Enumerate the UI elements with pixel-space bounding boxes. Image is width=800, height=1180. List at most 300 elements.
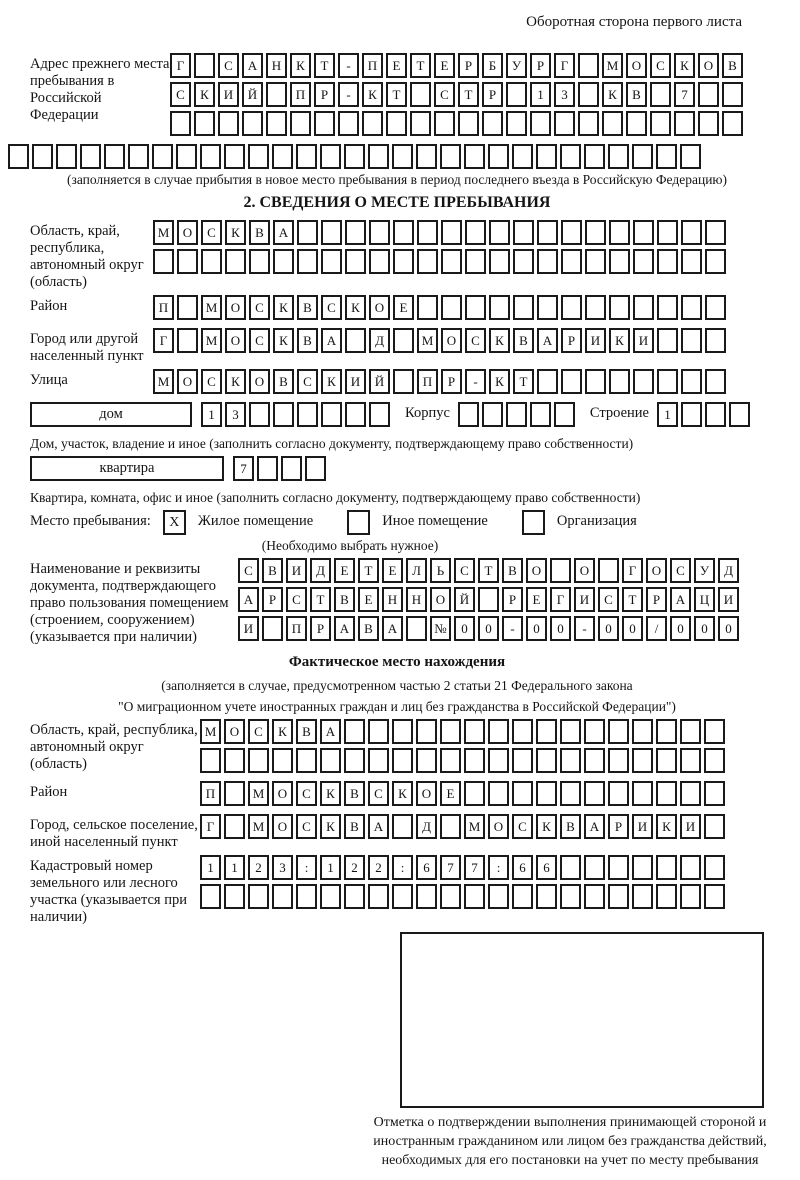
char-cell[interactable] — [632, 144, 653, 169]
char-cell[interactable]: С — [296, 781, 317, 806]
char-cell[interactable] — [633, 295, 654, 320]
char-cell[interactable]: О — [224, 719, 245, 744]
char-cell[interactable] — [417, 249, 438, 274]
char-cell[interactable] — [680, 855, 701, 880]
char-cell[interactable] — [680, 748, 701, 773]
char-cell[interactable] — [393, 249, 414, 274]
char-cell[interactable] — [201, 249, 222, 274]
char-cell[interactable] — [722, 111, 743, 136]
char-cell[interactable]: О — [698, 53, 719, 78]
checkbox-organization[interactable] — [522, 510, 545, 535]
char-cell[interactable] — [657, 295, 678, 320]
char-cell[interactable]: К — [674, 53, 695, 78]
char-cell[interactable]: 2 — [248, 855, 269, 880]
char-cell[interactable] — [386, 111, 407, 136]
char-cell[interactable] — [650, 111, 671, 136]
char-cell[interactable]: О — [441, 328, 462, 353]
char-cell[interactable] — [362, 111, 383, 136]
char-cell[interactable] — [705, 328, 726, 353]
char-cell[interactable]: В — [297, 328, 318, 353]
char-cell[interactable] — [602, 111, 623, 136]
char-cell[interactable]: А — [242, 53, 263, 78]
char-cell[interactable]: Т — [310, 587, 331, 612]
char-cell[interactable]: Н — [406, 587, 427, 612]
char-cell[interactable] — [266, 82, 287, 107]
char-cell[interactable]: А — [537, 328, 558, 353]
char-cell[interactable]: С — [201, 369, 222, 394]
char-cell[interactable] — [248, 884, 269, 909]
char-cell[interactable]: В — [296, 719, 317, 744]
char-cell[interactable] — [128, 144, 149, 169]
char-cell[interactable] — [705, 402, 726, 427]
char-cell[interactable] — [200, 884, 221, 909]
char-cell[interactable]: В — [560, 814, 581, 839]
char-cell[interactable] — [393, 369, 414, 394]
char-cell[interactable]: С — [249, 328, 270, 353]
char-cell[interactable]: : — [296, 855, 317, 880]
char-cell[interactable] — [266, 111, 287, 136]
char-cell[interactable]: О — [646, 558, 667, 583]
char-cell[interactable]: М — [602, 53, 623, 78]
char-cell[interactable] — [656, 144, 677, 169]
char-cell[interactable] — [537, 249, 558, 274]
char-cell[interactable] — [650, 82, 671, 107]
char-cell[interactable] — [440, 719, 461, 744]
char-cell[interactable] — [344, 748, 365, 773]
char-cell[interactable]: К — [602, 82, 623, 107]
char-cell[interactable] — [513, 220, 534, 245]
char-cell[interactable] — [578, 111, 599, 136]
char-cell[interactable]: С — [296, 814, 317, 839]
char-cell[interactable] — [705, 249, 726, 274]
char-cell[interactable]: В — [249, 220, 270, 245]
char-cell[interactable] — [321, 220, 342, 245]
char-cell[interactable] — [633, 369, 654, 394]
char-cell[interactable]: К — [536, 814, 557, 839]
char-cell[interactable] — [345, 249, 366, 274]
char-cell[interactable]: Н — [382, 587, 403, 612]
char-cell[interactable]: 0 — [622, 616, 643, 641]
char-cell[interactable]: Е — [393, 295, 414, 320]
char-cell[interactable] — [632, 884, 653, 909]
char-cell[interactable]: М — [248, 814, 269, 839]
char-cell[interactable] — [512, 884, 533, 909]
char-cell[interactable]: Р — [482, 82, 503, 107]
char-cell[interactable]: М — [417, 328, 438, 353]
char-cell[interactable] — [406, 616, 427, 641]
char-cell[interactable] — [369, 402, 390, 427]
char-cell[interactable]: 0 — [478, 616, 499, 641]
char-cell[interactable] — [584, 719, 605, 744]
char-cell[interactable]: Б — [482, 53, 503, 78]
char-cell[interactable]: И — [345, 369, 366, 394]
char-cell[interactable]: / — [646, 616, 667, 641]
char-cell[interactable] — [410, 82, 431, 107]
char-cell[interactable] — [657, 328, 678, 353]
char-cell[interactable] — [272, 884, 293, 909]
char-cell[interactable] — [608, 781, 629, 806]
char-cell[interactable]: П — [200, 781, 221, 806]
char-cell[interactable]: Е — [334, 558, 355, 583]
char-cell[interactable]: К — [489, 328, 510, 353]
char-cell[interactable]: В — [344, 814, 365, 839]
char-cell[interactable] — [656, 884, 677, 909]
char-cell[interactable] — [281, 456, 302, 481]
char-cell[interactable]: А — [334, 616, 355, 641]
char-cell[interactable] — [513, 295, 534, 320]
char-cell[interactable] — [290, 111, 311, 136]
char-cell[interactable]: В — [358, 616, 379, 641]
char-cell[interactable]: 7 — [233, 456, 254, 481]
char-cell[interactable] — [512, 144, 533, 169]
char-cell[interactable]: О — [488, 814, 509, 839]
char-cell[interactable]: Т — [622, 587, 643, 612]
char-cell[interactable]: Р — [262, 587, 283, 612]
char-cell[interactable] — [584, 748, 605, 773]
char-cell[interactable]: Р — [561, 328, 582, 353]
char-cell[interactable]: С — [218, 53, 239, 78]
char-cell[interactable] — [530, 402, 551, 427]
char-cell[interactable] — [368, 719, 389, 744]
char-cell[interactable] — [681, 220, 702, 245]
char-cell[interactable] — [458, 402, 479, 427]
char-cell[interactable]: М — [200, 719, 221, 744]
char-cell[interactable] — [632, 855, 653, 880]
char-cell[interactable]: Г — [200, 814, 221, 839]
char-cell[interactable]: А — [238, 587, 259, 612]
char-cell[interactable]: 3 — [225, 402, 246, 427]
char-cell[interactable]: О — [225, 328, 246, 353]
char-cell[interactable] — [584, 855, 605, 880]
char-cell[interactable] — [704, 814, 725, 839]
char-cell[interactable]: 0 — [598, 616, 619, 641]
char-cell[interactable] — [200, 748, 221, 773]
char-cell[interactable] — [416, 884, 437, 909]
char-cell[interactable] — [488, 781, 509, 806]
char-cell[interactable]: С — [454, 558, 475, 583]
char-cell[interactable]: К — [656, 814, 677, 839]
char-cell[interactable] — [578, 82, 599, 107]
char-cell[interactable]: С — [650, 53, 671, 78]
char-cell[interactable]: 7 — [674, 82, 695, 107]
char-cell[interactable] — [632, 719, 653, 744]
char-cell[interactable] — [584, 884, 605, 909]
char-cell[interactable]: И — [633, 328, 654, 353]
char-cell[interactable]: И — [718, 587, 739, 612]
char-cell[interactable] — [224, 884, 245, 909]
char-cell[interactable]: П — [417, 369, 438, 394]
char-cell[interactable] — [506, 402, 527, 427]
char-cell[interactable] — [561, 220, 582, 245]
char-cell[interactable] — [578, 53, 599, 78]
char-cell[interactable] — [464, 748, 485, 773]
char-cell[interactable] — [680, 719, 701, 744]
char-cell[interactable]: В — [262, 558, 283, 583]
char-cell[interactable]: С — [321, 295, 342, 320]
char-cell[interactable] — [489, 249, 510, 274]
char-cell[interactable]: О — [526, 558, 547, 583]
char-cell[interactable]: А — [320, 719, 341, 744]
char-cell[interactable] — [681, 295, 702, 320]
char-cell[interactable] — [344, 144, 365, 169]
char-cell[interactable]: Й — [242, 82, 263, 107]
char-cell[interactable]: С — [238, 558, 259, 583]
char-cell[interactable]: О — [574, 558, 595, 583]
char-cell[interactable]: О — [272, 814, 293, 839]
char-cell[interactable]: А — [321, 328, 342, 353]
char-cell[interactable]: О — [430, 587, 451, 612]
char-cell[interactable]: 3 — [554, 82, 575, 107]
char-cell[interactable] — [200, 144, 221, 169]
char-cell[interactable] — [218, 111, 239, 136]
char-cell[interactable]: В — [722, 53, 743, 78]
char-cell[interactable]: М — [464, 814, 485, 839]
char-cell[interactable] — [560, 855, 581, 880]
char-cell[interactable]: 7 — [464, 855, 485, 880]
char-cell[interactable] — [249, 402, 270, 427]
char-cell[interactable]: А — [584, 814, 605, 839]
char-cell[interactable] — [608, 719, 629, 744]
char-cell[interactable] — [393, 220, 414, 245]
char-cell[interactable] — [441, 220, 462, 245]
char-cell[interactable]: С — [170, 82, 191, 107]
char-cell[interactable]: О — [369, 295, 390, 320]
char-cell[interactable]: 1 — [200, 855, 221, 880]
char-cell[interactable]: 6 — [416, 855, 437, 880]
char-cell[interactable] — [465, 295, 486, 320]
char-cell[interactable]: Р — [502, 587, 523, 612]
char-cell[interactable]: Ь — [430, 558, 451, 583]
char-cell[interactable] — [536, 719, 557, 744]
char-cell[interactable]: К — [320, 814, 341, 839]
checkbox-residential[interactable]: X — [163, 510, 186, 535]
char-cell[interactable]: П — [362, 53, 383, 78]
char-cell[interactable]: Р — [310, 616, 331, 641]
char-cell[interactable] — [320, 884, 341, 909]
char-cell[interactable] — [561, 295, 582, 320]
char-cell[interactable]: Д — [310, 558, 331, 583]
char-cell[interactable] — [705, 369, 726, 394]
char-cell[interactable]: Р — [608, 814, 629, 839]
char-cell[interactable]: Т — [410, 53, 431, 78]
char-cell[interactable] — [513, 249, 534, 274]
char-cell[interactable]: С — [598, 587, 619, 612]
char-cell[interactable]: О — [416, 781, 437, 806]
char-cell[interactable]: Т — [314, 53, 335, 78]
char-cell[interactable] — [585, 295, 606, 320]
char-cell[interactable] — [392, 884, 413, 909]
char-cell[interactable] — [32, 144, 53, 169]
char-cell[interactable]: Т — [358, 558, 379, 583]
char-cell[interactable] — [704, 884, 725, 909]
char-cell[interactable] — [8, 144, 29, 169]
char-cell[interactable]: Е — [440, 781, 461, 806]
char-cell[interactable]: 0 — [718, 616, 739, 641]
char-cell[interactable] — [464, 884, 485, 909]
char-cell[interactable] — [224, 814, 245, 839]
char-cell[interactable] — [704, 855, 725, 880]
char-cell[interactable]: Д — [369, 328, 390, 353]
char-cell[interactable]: О — [177, 220, 198, 245]
char-cell[interactable]: К — [321, 369, 342, 394]
char-cell[interactable] — [633, 220, 654, 245]
char-cell[interactable]: 0 — [670, 616, 691, 641]
char-cell[interactable]: 3 — [272, 855, 293, 880]
char-cell[interactable] — [177, 295, 198, 320]
char-cell[interactable] — [656, 781, 677, 806]
char-cell[interactable] — [536, 144, 557, 169]
char-cell[interactable] — [536, 748, 557, 773]
char-cell[interactable] — [554, 402, 575, 427]
char-cell[interactable]: К — [194, 82, 215, 107]
char-cell[interactable]: П — [286, 616, 307, 641]
char-cell[interactable]: Р — [314, 82, 335, 107]
char-cell[interactable]: И — [286, 558, 307, 583]
char-cell[interactable]: 2 — [368, 855, 389, 880]
char-cell[interactable] — [584, 144, 605, 169]
char-cell[interactable]: Е — [526, 587, 547, 612]
char-cell[interactable] — [344, 884, 365, 909]
char-cell[interactable] — [704, 781, 725, 806]
char-cell[interactable] — [273, 402, 294, 427]
char-cell[interactable]: С — [434, 82, 455, 107]
char-cell[interactable] — [609, 369, 630, 394]
char-cell[interactable]: Р — [646, 587, 667, 612]
char-cell[interactable] — [561, 249, 582, 274]
char-cell[interactable]: Т — [386, 82, 407, 107]
char-cell[interactable] — [441, 295, 462, 320]
char-cell[interactable]: - — [574, 616, 595, 641]
char-cell[interactable]: В — [297, 295, 318, 320]
char-cell[interactable] — [440, 748, 461, 773]
char-cell[interactable] — [554, 111, 575, 136]
char-cell[interactable] — [561, 369, 582, 394]
char-cell[interactable]: Ц — [694, 587, 715, 612]
char-cell[interactable] — [320, 748, 341, 773]
char-cell[interactable] — [560, 781, 581, 806]
char-cell[interactable]: Т — [478, 558, 499, 583]
char-cell[interactable]: 0 — [526, 616, 547, 641]
char-cell[interactable] — [248, 144, 269, 169]
char-cell[interactable] — [248, 748, 269, 773]
char-cell[interactable] — [550, 558, 571, 583]
char-cell[interactable] — [440, 814, 461, 839]
char-cell[interactable]: - — [465, 369, 486, 394]
char-cell[interactable] — [464, 781, 485, 806]
char-cell[interactable] — [585, 249, 606, 274]
char-cell[interactable] — [680, 781, 701, 806]
char-cell[interactable] — [369, 220, 390, 245]
char-cell[interactable] — [417, 220, 438, 245]
char-cell[interactable] — [392, 719, 413, 744]
char-cell[interactable] — [344, 719, 365, 744]
char-cell[interactable] — [512, 719, 533, 744]
char-cell[interactable]: 0 — [694, 616, 715, 641]
char-cell[interactable] — [320, 144, 341, 169]
char-cell[interactable] — [537, 220, 558, 245]
char-cell[interactable] — [681, 402, 702, 427]
char-cell[interactable] — [560, 884, 581, 909]
char-cell[interactable] — [458, 111, 479, 136]
char-cell[interactable] — [488, 884, 509, 909]
char-cell[interactable] — [722, 82, 743, 107]
char-cell[interactable] — [392, 748, 413, 773]
char-cell[interactable] — [170, 111, 191, 136]
char-cell[interactable] — [632, 781, 653, 806]
char-cell[interactable] — [656, 855, 677, 880]
char-cell[interactable]: У — [506, 53, 527, 78]
char-cell[interactable]: Р — [441, 369, 462, 394]
char-cell[interactable]: М — [153, 369, 174, 394]
char-cell[interactable] — [698, 111, 719, 136]
char-cell[interactable]: С — [512, 814, 533, 839]
char-cell[interactable] — [489, 220, 510, 245]
char-cell[interactable]: К — [345, 295, 366, 320]
char-cell[interactable] — [656, 719, 677, 744]
char-cell[interactable] — [506, 82, 527, 107]
char-cell[interactable]: И — [585, 328, 606, 353]
char-cell[interactable]: Г — [550, 587, 571, 612]
char-cell[interactable] — [488, 144, 509, 169]
char-cell[interactable] — [536, 884, 557, 909]
char-cell[interactable] — [674, 111, 695, 136]
char-cell[interactable]: Й — [454, 587, 475, 612]
char-cell[interactable]: И — [218, 82, 239, 107]
char-cell[interactable] — [296, 144, 317, 169]
char-cell[interactable] — [296, 884, 317, 909]
char-cell[interactable]: Т — [458, 82, 479, 107]
char-cell[interactable] — [506, 111, 527, 136]
char-cell[interactable]: 1 — [320, 855, 341, 880]
char-cell[interactable] — [345, 328, 366, 353]
char-cell[interactable] — [440, 884, 461, 909]
char-cell[interactable]: У — [694, 558, 715, 583]
char-cell[interactable] — [257, 456, 278, 481]
char-cell[interactable] — [681, 249, 702, 274]
char-cell[interactable]: С — [286, 587, 307, 612]
char-cell[interactable]: И — [574, 587, 595, 612]
char-cell[interactable] — [680, 884, 701, 909]
char-cell[interactable] — [537, 295, 558, 320]
char-cell[interactable] — [393, 328, 414, 353]
char-cell[interactable]: А — [273, 220, 294, 245]
char-cell[interactable]: 6 — [536, 855, 557, 880]
char-cell[interactable]: П — [153, 295, 174, 320]
char-cell[interactable]: С — [297, 369, 318, 394]
char-cell[interactable] — [482, 111, 503, 136]
char-cell[interactable]: О — [177, 369, 198, 394]
char-cell[interactable]: Е — [386, 53, 407, 78]
char-cell[interactable] — [440, 144, 461, 169]
char-cell[interactable] — [297, 402, 318, 427]
char-cell[interactable]: С — [248, 719, 269, 744]
char-cell[interactable]: В — [334, 587, 355, 612]
char-cell[interactable] — [680, 144, 701, 169]
char-cell[interactable] — [608, 144, 629, 169]
char-cell[interactable] — [657, 369, 678, 394]
char-cell[interactable]: 1 — [530, 82, 551, 107]
char-cell[interactable]: К — [225, 369, 246, 394]
char-cell[interactable]: Н — [266, 53, 287, 78]
char-cell[interactable] — [489, 295, 510, 320]
char-cell[interactable]: А — [368, 814, 389, 839]
char-cell[interactable] — [104, 144, 125, 169]
char-cell[interactable]: Г — [554, 53, 575, 78]
char-cell[interactable] — [224, 781, 245, 806]
char-cell[interactable] — [681, 369, 702, 394]
char-cell[interactable] — [225, 249, 246, 274]
char-cell[interactable]: К — [320, 781, 341, 806]
